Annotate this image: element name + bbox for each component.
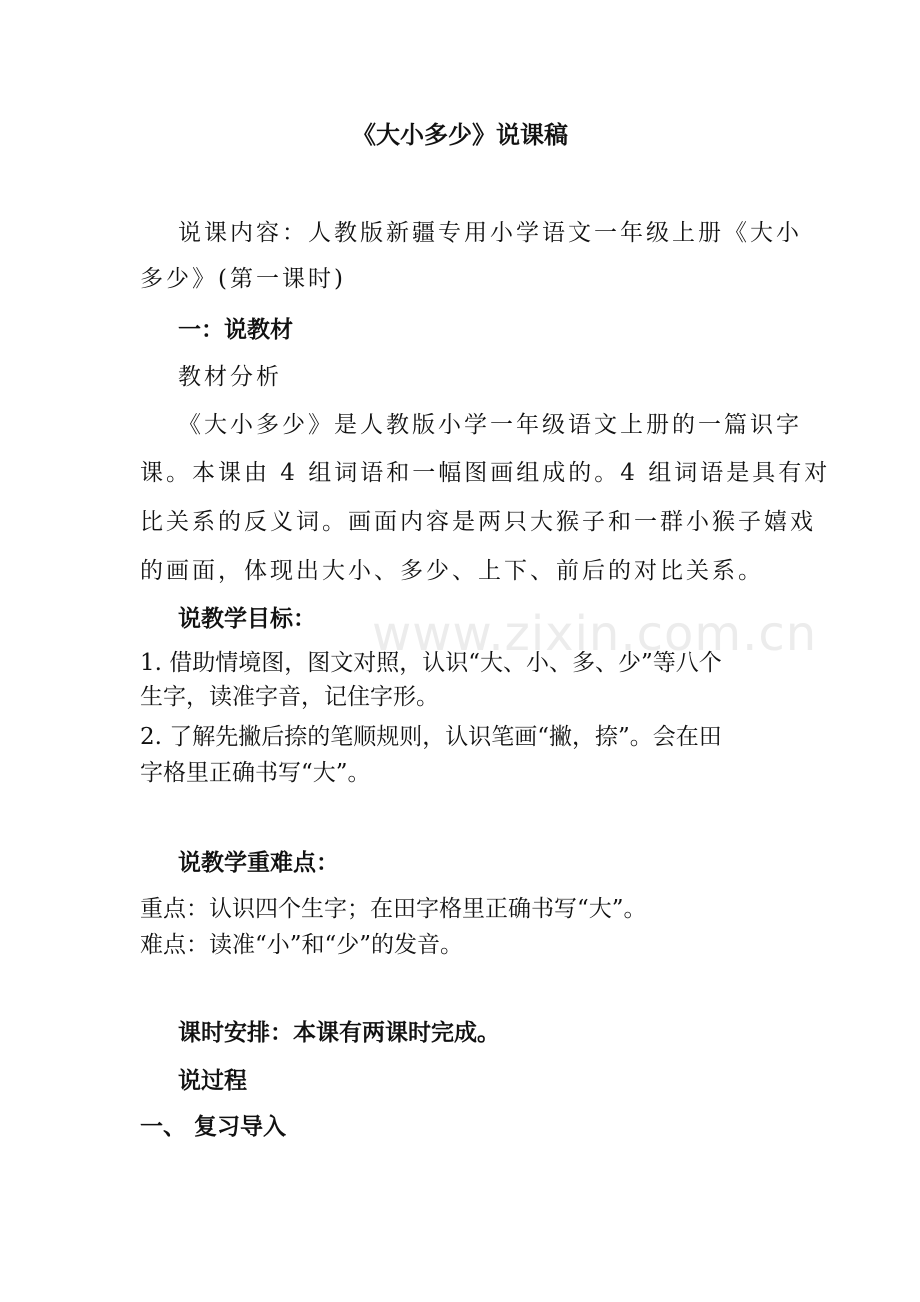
document-title: 《大小多少》说课稿 xyxy=(352,120,568,149)
paragraph-line: 难点：读准“小”和“少”的发音。 xyxy=(140,932,464,958)
section-heading: 一：说教材 xyxy=(178,316,293,343)
paragraph-line: 《大小多少》是人教版小学一年级语文上册的一篇识字 xyxy=(178,412,802,438)
list-item: 1. 借助情境图，图文对照，认识“大、小、多、少”等八个 xyxy=(140,650,722,676)
paragraph-line: 说课内容：人教版新疆专用小学语文一年级上册《大小 xyxy=(178,220,802,246)
list-item-continued: 生字，读准字音，记住字形。 xyxy=(140,684,439,710)
list-item: 2. 了解先撇后捺的笔顺规则，认识笔画“撇，捺”。会在田 xyxy=(140,724,722,750)
subheading: 教材分析 xyxy=(178,364,282,390)
paragraph-line: 的画面，体现出大小、多少、上下、前后的对比关系。 xyxy=(140,558,764,584)
list-item-continued: 字格里正确书写“大”。 xyxy=(140,760,371,786)
paragraph-line: 重点：认识四个生字；在田字格里正确书写“大”。 xyxy=(140,896,647,922)
section-heading: 说教学重难点： xyxy=(178,849,339,876)
watermark-text: www.zixin.com.cn xyxy=(372,606,818,662)
paragraph-line: 比关系的反义词。画面内容是两只大猴子和一群小猴子嬉戏 xyxy=(140,509,816,535)
section-heading: 说过程 xyxy=(178,1067,247,1094)
paragraph-line: 课。本课由 4 组词语和一幅图画组成的。4 组词语是具有对 xyxy=(140,460,831,486)
section-heading: 一、 复习导入 xyxy=(140,1113,287,1140)
section-heading: 课时安排：本课有两课时完成。 xyxy=(178,1019,500,1046)
section-heading: 说教学目标： xyxy=(178,605,316,632)
paragraph-line: 多少》(第一课时) xyxy=(140,266,346,292)
